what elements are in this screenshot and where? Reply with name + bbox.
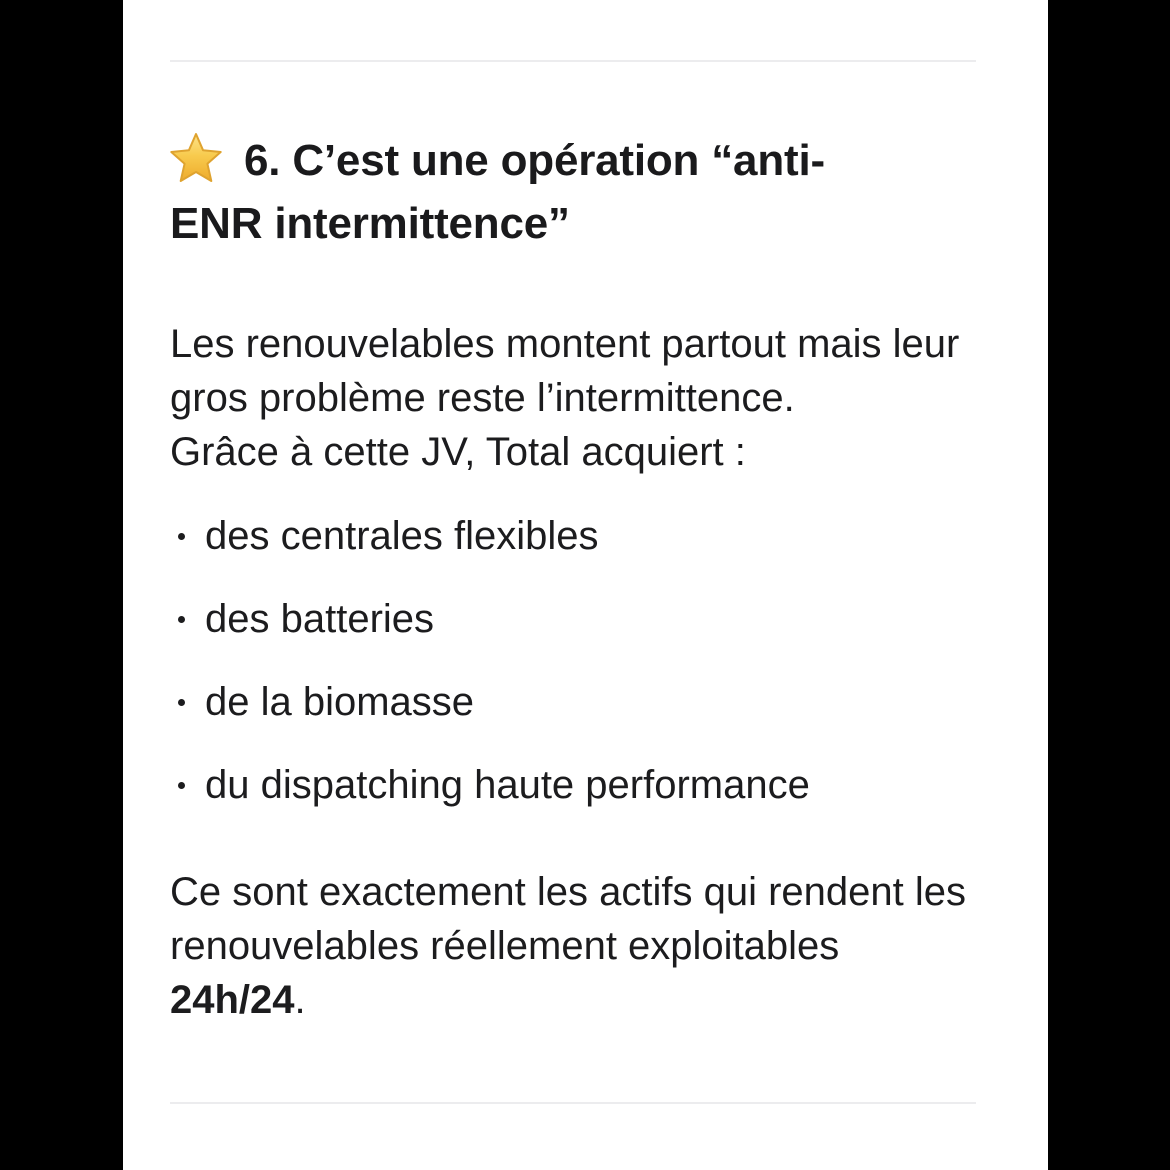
- bullet-icon: [178, 699, 185, 706]
- intro-sentence-2: Grâce à cette JV, Total acquiert :: [170, 430, 746, 474]
- conclusion-paragraph: [170, 865, 976, 1027]
- list-item: [170, 758, 976, 812]
- intro-paragraph: [170, 317, 976, 479]
- conclusion-text: Ce sont exactement les actifs qui rendent les renouvelables réellement exploitables: [170, 870, 966, 968]
- list-item-label: du dispatching haute performance: [205, 763, 810, 807]
- bullet-icon: [178, 782, 185, 789]
- left-letterbox-bar: [0, 0, 123, 1170]
- heading-line-2: ENR intermittence”: [170, 199, 570, 248]
- intro-sentence-1: Les renouvelables montent partout mais leur gros problème reste l’intermittence.: [170, 322, 960, 420]
- bullet-icon: [178, 533, 185, 540]
- conclusion-period: .: [294, 978, 306, 1022]
- list-item: [170, 509, 976, 563]
- right-letterbox-bar: [1048, 0, 1170, 1170]
- section-heading: [170, 129, 976, 255]
- list-item-label: des batteries: [205, 597, 435, 641]
- list-item-label: des centrales flexibles: [205, 514, 599, 558]
- list-item: [170, 675, 976, 729]
- star-icon: [170, 132, 222, 184]
- conclusion-bold-24h24: 24h/24: [170, 978, 295, 1022]
- heading-line-1: 6. C’est une opération “anti-: [244, 136, 825, 185]
- top-divider: [170, 60, 976, 62]
- acquired-assets-list: [170, 509, 976, 812]
- list-item: [170, 592, 976, 646]
- bottom-divider: [170, 1102, 976, 1104]
- list-item-label: de la biomasse: [205, 680, 475, 724]
- article-page: [123, 0, 1048, 1170]
- bullet-icon: [178, 616, 185, 623]
